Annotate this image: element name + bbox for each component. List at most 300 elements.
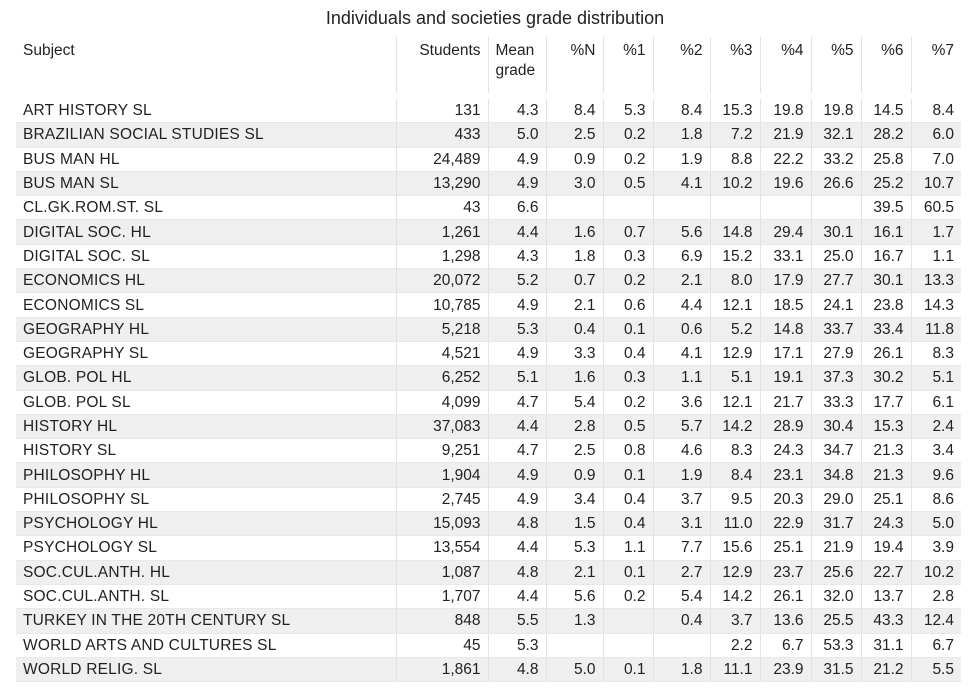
value-cell: 8.4 xyxy=(653,96,710,123)
subject-cell: SOC.CUL.ANTH. HL xyxy=(16,560,396,584)
value-cell: 4.9 xyxy=(488,341,546,365)
value-cell: 21.2 xyxy=(861,657,911,681)
value-cell: 5.3 xyxy=(488,317,546,341)
value-cell: 4.4 xyxy=(488,584,546,608)
table-row xyxy=(16,317,961,341)
subject-cell: TURKEY IN THE 20TH CENTURY SL xyxy=(16,609,396,633)
table-row xyxy=(16,220,961,244)
column-header-5: %5 xyxy=(811,37,861,96)
value-cell: 2.2 xyxy=(710,633,760,657)
value-cell: 37.3 xyxy=(811,366,861,390)
value-cell: 30.1 xyxy=(861,269,911,293)
value-cell: 5.2 xyxy=(710,317,760,341)
value-cell xyxy=(603,633,653,657)
value-cell: 33.3 xyxy=(811,390,861,414)
value-cell: 6.0 xyxy=(911,123,961,147)
subject-cell: BUS MAN HL xyxy=(16,147,396,171)
value-cell xyxy=(653,633,710,657)
table-row xyxy=(16,657,961,681)
value-cell: 12.1 xyxy=(710,293,760,317)
value-cell: 0.4 xyxy=(653,609,710,633)
value-cell: 30.1 xyxy=(811,220,861,244)
value-cell: 23.9 xyxy=(760,657,811,681)
value-cell: 3.6 xyxy=(653,390,710,414)
value-cell: 1.8 xyxy=(546,244,603,268)
value-cell: 31.5 xyxy=(811,657,861,681)
value-cell: 0.1 xyxy=(603,560,653,584)
value-cell: 5.6 xyxy=(653,220,710,244)
value-cell: 1.8 xyxy=(653,657,710,681)
value-cell: 0.5 xyxy=(603,414,653,438)
value-cell xyxy=(546,196,603,220)
value-cell: 4.8 xyxy=(488,560,546,584)
value-cell: 11.0 xyxy=(710,512,760,536)
value-cell: 10.2 xyxy=(911,560,961,584)
value-cell: 17.7 xyxy=(861,390,911,414)
table-row xyxy=(16,439,961,463)
value-cell: 22.9 xyxy=(760,512,811,536)
value-cell xyxy=(546,633,603,657)
value-cell: 131 xyxy=(396,96,488,123)
subject-cell: DIGITAL SOC. SL xyxy=(16,244,396,268)
value-cell: 3.4 xyxy=(911,439,961,463)
table-row xyxy=(16,366,961,390)
value-cell: 5.1 xyxy=(911,366,961,390)
subject-cell: ECONOMICS HL xyxy=(16,269,396,293)
value-cell: 15.6 xyxy=(710,536,760,560)
value-cell: 13,554 xyxy=(396,536,488,560)
value-cell: 15.3 xyxy=(861,414,911,438)
value-cell: 0.2 xyxy=(603,584,653,608)
value-cell: 18.5 xyxy=(760,293,811,317)
value-cell: 3.4 xyxy=(546,487,603,511)
value-cell: 15,093 xyxy=(396,512,488,536)
value-cell: 1,707 xyxy=(396,584,488,608)
value-cell: 12.4 xyxy=(911,609,961,633)
value-cell: 7.7 xyxy=(653,536,710,560)
value-cell: 6.7 xyxy=(760,633,811,657)
value-cell: 29.4 xyxy=(760,220,811,244)
value-cell: 14.2 xyxy=(710,414,760,438)
subject-cell: GEOGRAPHY SL xyxy=(16,341,396,365)
value-cell: 4.6 xyxy=(653,439,710,463)
value-cell: 20,072 xyxy=(396,269,488,293)
subject-cell: WORLD ARTS AND CULTURES SL xyxy=(16,633,396,657)
value-cell: 39.5 xyxy=(861,196,911,220)
value-cell: 11.8 xyxy=(911,317,961,341)
value-cell: 21.3 xyxy=(861,463,911,487)
table-row xyxy=(16,341,961,365)
value-cell: 23.7 xyxy=(760,560,811,584)
value-cell: 4.1 xyxy=(653,341,710,365)
value-cell: 1.9 xyxy=(653,147,710,171)
value-cell: 0.2 xyxy=(603,123,653,147)
value-cell: 8.3 xyxy=(710,439,760,463)
table-row xyxy=(16,487,961,511)
value-cell: 23.8 xyxy=(861,293,911,317)
subject-cell: GLOB. POL HL xyxy=(16,366,396,390)
value-cell: 1.5 xyxy=(546,512,603,536)
value-cell: 2.1 xyxy=(653,269,710,293)
value-cell: 31.1 xyxy=(861,633,911,657)
value-cell: 27.7 xyxy=(811,269,861,293)
value-cell: 14.2 xyxy=(710,584,760,608)
value-cell: 10.7 xyxy=(911,171,961,195)
value-cell: 25.5 xyxy=(811,609,861,633)
value-cell: 5.1 xyxy=(710,366,760,390)
table-row xyxy=(16,244,961,268)
value-cell: 25.6 xyxy=(811,560,861,584)
value-cell: 5.1 xyxy=(488,366,546,390)
value-cell: 6.9 xyxy=(653,244,710,268)
value-cell: 4.3 xyxy=(488,96,546,123)
value-cell: 1.1 xyxy=(603,536,653,560)
value-cell: 21.9 xyxy=(760,123,811,147)
value-cell: 30.4 xyxy=(811,414,861,438)
value-cell: 34.8 xyxy=(811,463,861,487)
column-header-4: %4 xyxy=(760,37,811,96)
value-cell: 4.7 xyxy=(488,439,546,463)
value-cell: 21.3 xyxy=(861,439,911,463)
value-cell: 0.2 xyxy=(603,269,653,293)
table-row xyxy=(16,609,961,633)
value-cell: 15.3 xyxy=(710,96,760,123)
value-cell: 1,298 xyxy=(396,244,488,268)
column-header-subject: Subject xyxy=(16,37,396,96)
value-cell: 3.9 xyxy=(911,536,961,560)
subject-cell: BRAZILIAN SOCIAL STUDIES SL xyxy=(16,123,396,147)
value-cell: 8.6 xyxy=(911,487,961,511)
subject-cell: HISTORY HL xyxy=(16,414,396,438)
table-row xyxy=(16,463,961,487)
value-cell: 8.3 xyxy=(911,341,961,365)
value-cell: 2.5 xyxy=(546,439,603,463)
value-cell: 2,745 xyxy=(396,487,488,511)
value-cell: 2.8 xyxy=(546,414,603,438)
table-row xyxy=(16,584,961,608)
value-cell: 10,785 xyxy=(396,293,488,317)
value-cell: 6.7 xyxy=(911,633,961,657)
value-cell: 26.1 xyxy=(760,584,811,608)
value-cell: 22.2 xyxy=(760,147,811,171)
value-cell: 1.3 xyxy=(546,609,603,633)
value-cell: 4.4 xyxy=(653,293,710,317)
value-cell: 5.3 xyxy=(603,96,653,123)
value-cell: 5.3 xyxy=(488,633,546,657)
value-cell: 20.3 xyxy=(760,487,811,511)
value-cell: 4.3 xyxy=(488,244,546,268)
value-cell: 17.1 xyxy=(760,341,811,365)
value-cell: 24.3 xyxy=(760,439,811,463)
value-cell: 5.0 xyxy=(488,123,546,147)
column-header-1: %1 xyxy=(603,37,653,96)
value-cell: 1.9 xyxy=(653,463,710,487)
value-cell: 9,251 xyxy=(396,439,488,463)
value-cell: 45 xyxy=(396,633,488,657)
value-cell: 5,218 xyxy=(396,317,488,341)
column-header-mean-grade: Mean grade xyxy=(488,37,546,96)
value-cell: 4.8 xyxy=(488,657,546,681)
value-cell: 6.1 xyxy=(911,390,961,414)
value-cell: 2.1 xyxy=(546,293,603,317)
value-cell: 25.1 xyxy=(760,536,811,560)
value-cell: 8.4 xyxy=(710,463,760,487)
table-row xyxy=(16,96,961,123)
value-cell: 0.3 xyxy=(603,244,653,268)
value-cell: 4.9 xyxy=(488,171,546,195)
value-cell: 4,521 xyxy=(396,341,488,365)
value-cell: 433 xyxy=(396,123,488,147)
value-cell: 0.8 xyxy=(603,439,653,463)
value-cell xyxy=(710,196,760,220)
value-cell: 4.9 xyxy=(488,147,546,171)
value-cell: 4.7 xyxy=(488,390,546,414)
value-cell: 0.7 xyxy=(546,269,603,293)
value-cell: 0.6 xyxy=(653,317,710,341)
value-cell: 10.2 xyxy=(710,171,760,195)
value-cell: 13.6 xyxy=(760,609,811,633)
value-cell: 16.7 xyxy=(861,244,911,268)
value-cell: 5.7 xyxy=(653,414,710,438)
subject-cell: CL.GK.ROM.ST. SL xyxy=(16,196,396,220)
value-cell: 32.1 xyxy=(811,123,861,147)
value-cell: 0.9 xyxy=(546,147,603,171)
value-cell: 13.3 xyxy=(911,269,961,293)
value-cell: 25.8 xyxy=(861,147,911,171)
value-cell: 0.4 xyxy=(546,317,603,341)
value-cell: 26.6 xyxy=(811,171,861,195)
value-cell: 33.7 xyxy=(811,317,861,341)
column-header-2: %2 xyxy=(653,37,710,96)
value-cell: 2.7 xyxy=(653,560,710,584)
table-row xyxy=(16,512,961,536)
value-cell: 19.8 xyxy=(760,96,811,123)
value-cell: 14.3 xyxy=(911,293,961,317)
value-cell: 8.0 xyxy=(710,269,760,293)
value-cell xyxy=(760,196,811,220)
value-cell: 34.7 xyxy=(811,439,861,463)
value-cell: 0.4 xyxy=(603,341,653,365)
value-cell: 5.4 xyxy=(653,584,710,608)
table-title: Individuals and societies grade distribution xyxy=(325,8,665,28)
value-cell: 33.1 xyxy=(760,244,811,268)
value-cell: 2.1 xyxy=(546,560,603,584)
grade-distribution-table xyxy=(16,37,961,682)
value-cell: 0.1 xyxy=(603,317,653,341)
value-cell: 19.4 xyxy=(861,536,911,560)
value-cell: 8.4 xyxy=(911,96,961,123)
value-cell: 31.7 xyxy=(811,512,861,536)
value-cell: 25.2 xyxy=(861,171,911,195)
value-cell: 11.1 xyxy=(710,657,760,681)
value-cell: 4.9 xyxy=(488,463,546,487)
value-cell: 4.4 xyxy=(488,220,546,244)
value-cell: 7.2 xyxy=(710,123,760,147)
subject-cell: BUS MAN SL xyxy=(16,171,396,195)
subject-cell: HISTORY SL xyxy=(16,439,396,463)
table-row xyxy=(16,536,961,560)
value-cell: 21.9 xyxy=(811,536,861,560)
value-cell: 1.1 xyxy=(653,366,710,390)
subject-cell: ECONOMICS SL xyxy=(16,293,396,317)
value-cell: 27.9 xyxy=(811,341,861,365)
value-cell: 848 xyxy=(396,609,488,633)
value-cell xyxy=(603,196,653,220)
value-cell: 5.5 xyxy=(488,609,546,633)
value-cell: 0.2 xyxy=(603,390,653,414)
subject-cell: PSYCHOLOGY HL xyxy=(16,512,396,536)
value-cell: 0.3 xyxy=(603,366,653,390)
subject-cell: ART HISTORY SL xyxy=(16,96,396,123)
value-cell xyxy=(811,196,861,220)
value-cell: 25.1 xyxy=(861,487,911,511)
table-row xyxy=(16,171,961,195)
column-header-n: %N xyxy=(546,37,603,96)
value-cell: 3.7 xyxy=(710,609,760,633)
value-cell: 0.1 xyxy=(603,463,653,487)
table-row xyxy=(16,293,961,317)
value-cell: 17.9 xyxy=(760,269,811,293)
value-cell: 3.3 xyxy=(546,341,603,365)
value-cell: 1.6 xyxy=(546,366,603,390)
subject-cell: PHILOSOPHY SL xyxy=(16,487,396,511)
value-cell: 9.5 xyxy=(710,487,760,511)
value-cell: 3.1 xyxy=(653,512,710,536)
value-cell: 1.1 xyxy=(911,244,961,268)
value-cell: 16.1 xyxy=(861,220,911,244)
value-cell: 26.1 xyxy=(861,341,911,365)
table-row xyxy=(16,269,961,293)
value-cell: 60.5 xyxy=(911,196,961,220)
value-cell: 0.4 xyxy=(603,487,653,511)
value-cell: 15.2 xyxy=(710,244,760,268)
value-cell: 1,904 xyxy=(396,463,488,487)
value-cell: 21.7 xyxy=(760,390,811,414)
value-cell: 13,290 xyxy=(396,171,488,195)
value-cell: 0.1 xyxy=(603,657,653,681)
value-cell: 8.4 xyxy=(546,96,603,123)
value-cell: 4,099 xyxy=(396,390,488,414)
value-cell: 14.8 xyxy=(710,220,760,244)
value-cell: 6,252 xyxy=(396,366,488,390)
value-cell: 14.5 xyxy=(861,96,911,123)
value-cell: 2.4 xyxy=(911,414,961,438)
value-cell: 12.9 xyxy=(710,341,760,365)
table-body xyxy=(16,96,961,682)
value-cell: 0.9 xyxy=(546,463,603,487)
value-cell: 23.1 xyxy=(760,463,811,487)
value-cell: 28.2 xyxy=(861,123,911,147)
subject-cell: GEOGRAPHY HL xyxy=(16,317,396,341)
column-header-students: Students xyxy=(396,37,488,96)
value-cell: 5.3 xyxy=(546,536,603,560)
value-cell: 4.9 xyxy=(488,293,546,317)
value-cell: 4.8 xyxy=(488,512,546,536)
value-cell: 3.7 xyxy=(653,487,710,511)
table-row xyxy=(16,123,961,147)
value-cell: 6.6 xyxy=(488,196,546,220)
value-cell: 43.3 xyxy=(861,609,911,633)
value-cell: 30.2 xyxy=(861,366,911,390)
value-cell: 14.8 xyxy=(760,317,811,341)
subject-cell: SOC.CUL.ANTH. SL xyxy=(16,584,396,608)
value-cell: 33.4 xyxy=(861,317,911,341)
value-cell: 28.9 xyxy=(760,414,811,438)
value-cell: 5.0 xyxy=(911,512,961,536)
value-cell: 43 xyxy=(396,196,488,220)
value-cell: 1.7 xyxy=(911,220,961,244)
table-row xyxy=(16,196,961,220)
header-row xyxy=(16,37,961,96)
value-cell: 0.2 xyxy=(603,147,653,171)
value-cell: 25.0 xyxy=(811,244,861,268)
value-cell xyxy=(653,196,710,220)
value-cell: 13.7 xyxy=(861,584,911,608)
value-cell: 7.0 xyxy=(911,147,961,171)
column-header-6: %6 xyxy=(861,37,911,96)
value-cell: 4.4 xyxy=(488,536,546,560)
value-cell: 1.6 xyxy=(546,220,603,244)
subject-cell: WORLD RELIG. SL xyxy=(16,657,396,681)
value-cell: 0.6 xyxy=(603,293,653,317)
value-cell: 8.8 xyxy=(710,147,760,171)
value-cell: 37,083 xyxy=(396,414,488,438)
column-header-3: %3 xyxy=(710,37,760,96)
value-cell: 4.4 xyxy=(488,414,546,438)
value-cell: 0.7 xyxy=(603,220,653,244)
value-cell: 5.5 xyxy=(911,657,961,681)
subject-cell: DIGITAL SOC. HL xyxy=(16,220,396,244)
value-cell: 33.2 xyxy=(811,147,861,171)
table-row xyxy=(16,390,961,414)
table-row xyxy=(16,147,961,171)
value-cell: 1,261 xyxy=(396,220,488,244)
value-cell: 4.9 xyxy=(488,487,546,511)
value-cell: 5.2 xyxy=(488,269,546,293)
table-row xyxy=(16,414,961,438)
value-cell: 24,489 xyxy=(396,147,488,171)
value-cell: 2.8 xyxy=(911,584,961,608)
subject-cell: PSYCHOLOGY SL xyxy=(16,536,396,560)
value-cell: 3.0 xyxy=(546,171,603,195)
value-cell: 9.6 xyxy=(911,463,961,487)
value-cell: 24.1 xyxy=(811,293,861,317)
value-cell: 22.7 xyxy=(861,560,911,584)
value-cell: 1,087 xyxy=(396,560,488,584)
value-cell: 5.6 xyxy=(546,584,603,608)
table-row xyxy=(16,633,961,657)
value-cell xyxy=(603,609,653,633)
subject-cell: GLOB. POL SL xyxy=(16,390,396,414)
value-cell: 2.5 xyxy=(546,123,603,147)
value-cell: 32.0 xyxy=(811,584,861,608)
value-cell: 1,861 xyxy=(396,657,488,681)
value-cell: 19.8 xyxy=(811,96,861,123)
value-cell: 24.3 xyxy=(861,512,911,536)
value-cell: 1.8 xyxy=(653,123,710,147)
subject-cell: PHILOSOPHY HL xyxy=(16,463,396,487)
value-cell: 19.1 xyxy=(760,366,811,390)
table-row xyxy=(16,560,961,584)
value-cell: 12.1 xyxy=(710,390,760,414)
value-cell: 53.3 xyxy=(811,633,861,657)
value-cell: 0.4 xyxy=(603,512,653,536)
value-cell: 0.5 xyxy=(603,171,653,195)
value-cell: 5.0 xyxy=(546,657,603,681)
value-cell: 12.9 xyxy=(710,560,760,584)
column-header-7: %7 xyxy=(911,37,961,96)
value-cell: 19.6 xyxy=(760,171,811,195)
